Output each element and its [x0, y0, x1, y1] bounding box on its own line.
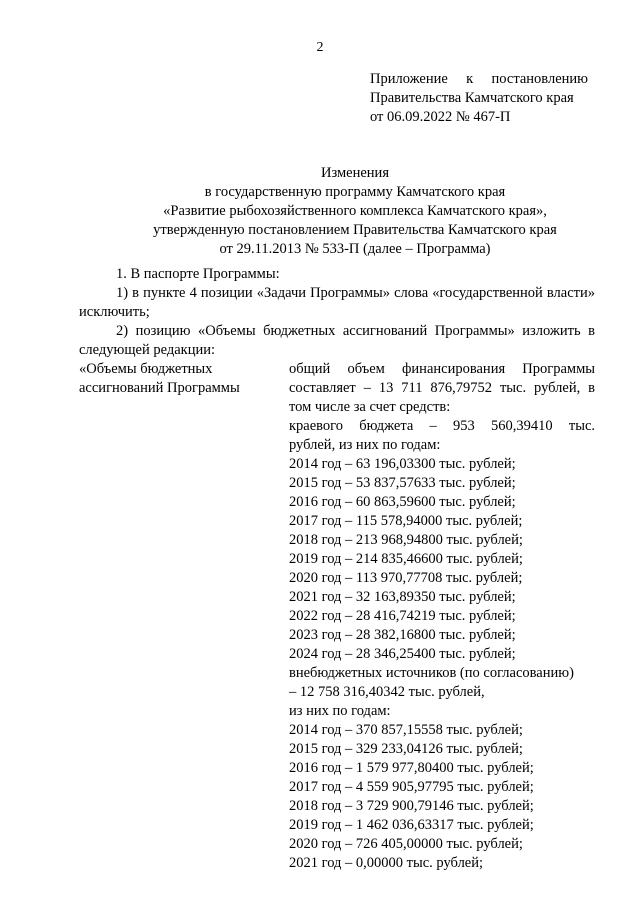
total-line-b: составляет – 13 711 876,79752 тыс. рублей, в	[289, 380, 595, 396]
list-item: 2018 год – 3 729 900,79146 тыс. рублей;	[289, 798, 534, 814]
title-line-3: «Развитие рыбохозяйственного комплекса Камчатского края»,	[163, 203, 547, 219]
appendix-line-2: Правительства Камчатского края	[370, 90, 574, 106]
title-line-1: Изменения	[321, 165, 389, 181]
list-item: 2018 год – 213 968,94800 тыс. рублей;	[289, 532, 523, 548]
list-item: 2015 год – 53 837,57633 тыс. рублей;	[289, 475, 516, 491]
extra-years-list	[289, 721, 595, 873]
list-item: 2017 год – 4 559 905,97795 тыс. рублей;	[289, 779, 534, 795]
paragraph-3: 2) позицию «Объемы бюджетных ассигнований Программы» изложить в следующей редакции:	[79, 323, 595, 358]
regional-line-b: рублей, из них по годам:	[289, 437, 441, 453]
list-item: 2021 год – 32 163,89350 тыс. рублей;	[289, 589, 516, 605]
table-right-column	[289, 360, 595, 873]
table-left-column	[79, 360, 289, 873]
list-item: 2023 год – 28 382,16800 тыс. рублей;	[289, 627, 516, 643]
regional-line-a: краевого бюджета – 953 560,39410 тыс.	[289, 418, 595, 434]
list-item: 2016 год – 1 579 977,80400 тыс. рублей;	[289, 760, 534, 776]
left-label-line-1: «Объемы бюджетных	[79, 361, 213, 377]
list-item: 2020 год – 726 405,00000 тыс. рублей;	[289, 836, 523, 852]
list-item: 2015 год – 329 233,04126 тыс. рублей;	[289, 741, 523, 757]
list-item: 2017 год – 115 578,94000 тыс. рублей;	[289, 513, 523, 529]
appendix-line-1: Приложение к постановлению	[370, 71, 588, 87]
list-item: 2022 год – 28 416,74219 тыс. рублей;	[289, 608, 516, 624]
paragraph-2: 1) в пункте 4 позиции «Задачи Программы» слова «государственной власти» исключить;	[79, 285, 595, 320]
title-line-5: от 29.11.2013 № 533-П (далее – Программа)	[219, 241, 491, 257]
total-line-c: том числе за счет средств:	[289, 399, 451, 415]
document-body	[79, 265, 595, 873]
list-item: 2019 год – 1 462 036,63317 тыс. рублей;	[289, 817, 534, 833]
page-number: 2	[316, 40, 324, 55]
list-item: 2020 год – 113 970,77708 тыс. рублей;	[289, 570, 523, 586]
title-line-2: в государственную программу Камчатского края	[204, 184, 506, 200]
extra-line-c: из них по годам:	[289, 703, 391, 719]
appendix-line-3: от 06.09.2022 № 467-П	[370, 109, 511, 125]
list-item: 2016 год – 60 863,59600 тыс. рублей;	[289, 494, 516, 510]
document-title	[60, 164, 640, 259]
paragraph-1: 1. В паспорте Программы:	[116, 266, 280, 282]
funding-table	[79, 360, 595, 873]
left-label-line-2: ассигнований Программы	[79, 380, 240, 396]
extra-line-a: внебюджетных источников (по согласованию)	[289, 665, 574, 681]
title-line-4: утвержденную постановлением Правительства Камчатского края	[153, 222, 557, 238]
list-item: 2014 год – 63 196,03300 тыс. рублей;	[289, 456, 516, 472]
regional-years-list	[289, 455, 595, 664]
list-item: 2014 год – 370 857,15558 тыс. рублей;	[289, 722, 523, 738]
list-item: 2021 год – 0,00000 тыс. рублей;	[289, 855, 484, 871]
list-item: 2019 год – 214 835,46600 тыс. рублей;	[289, 551, 523, 567]
extra-line-b: – 12 758 316,40342 тыс. рублей,	[289, 684, 485, 700]
appendix-header	[370, 70, 588, 127]
total-line-a: общий объем финансирования Программы	[289, 361, 595, 377]
list-item: 2024 год – 28 346,25400 тыс. рублей;	[289, 646, 516, 662]
